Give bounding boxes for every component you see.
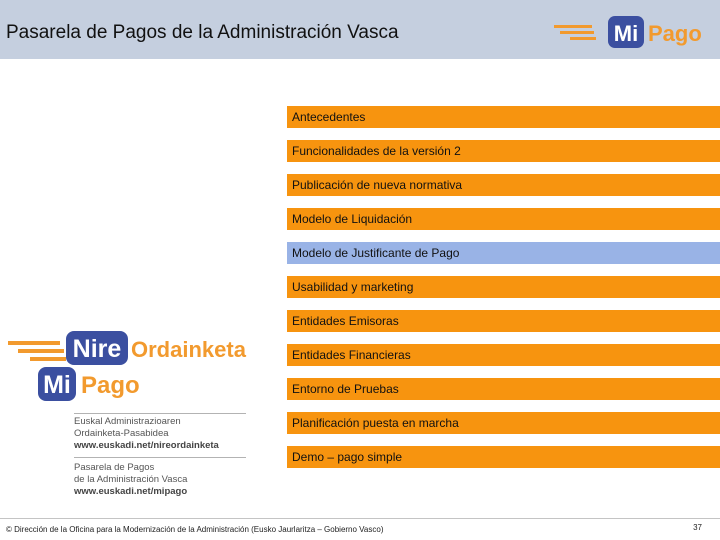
menu-item-modelo-justificante[interactable]: Modelo de Justificante de Pago [287,242,720,264]
divider [74,413,246,414]
branding-line: Euskal Administrazioaren [74,416,181,427]
menu-item-demo[interactable]: Demo – pago simple [287,446,720,468]
footer-divider [0,518,720,519]
logo-ordainketa-text: Ordainketa [131,337,246,362]
header-bar [0,0,720,59]
branding-block-spanish [74,462,284,498]
logo-stripe [554,25,592,28]
logo-stripe [30,357,66,361]
nire-ordainketa-logo [4,325,272,405]
page-number: 37 [693,523,702,532]
menu-item-entidades-financieras[interactable]: Entidades Financieras [287,344,720,366]
branding-line: Ordainketa-Pasabidea [74,428,169,439]
menu-item-publicacion-normativa[interactable]: Publicación de nueva normativa [287,174,720,196]
menu-item-entorno-pruebas[interactable]: Entorno de Pruebas [287,378,720,400]
menu-item-usabilidad[interactable]: Usabilidad y marketing [287,276,720,298]
logo-pago-text: Pago [648,21,702,46]
logo-stripe [570,37,596,40]
mipago-logo [552,12,712,52]
menu-item-modelo-liquidacion[interactable]: Modelo de Liquidación [287,208,720,230]
branding-line: de la Administración Vasca [74,474,188,485]
logo-stripe [8,341,60,345]
logo-stripe [18,349,64,353]
page-title: Pasarela de Pagos de la Administración Vasca [6,22,399,43]
menu-item-funcionalidades[interactable]: Funcionalidades de la versión 2 [287,140,720,162]
logo-nire-text: Nire [72,335,122,363]
logo-mi-text: Mi [613,21,639,46]
footer-copyright: © Dirección de la Oficina para la Modernización de la Administración (Eusko Jaurlaritza – Gobierno Vasco) [6,525,384,534]
branding-url-link[interactable]: www.euskadi.net/nireordainketa [74,440,219,451]
menu-item-planificacion[interactable]: Planificación puesta en marcha [287,412,720,434]
branding-url-link[interactable]: www.euskadi.net/mipago [74,486,188,497]
branding-block-basque [74,416,284,452]
menu-item-entidades-emisoras[interactable]: Entidades Emisoras [287,310,720,332]
divider [74,457,246,458]
logo-mi-text: Mi [43,371,71,399]
logo-pago-text: Pago [81,372,140,399]
logo-stripe [560,31,594,34]
branding-line: Pasarela de Pagos [74,462,155,473]
menu-item-antecedentes[interactable]: Antecedentes [287,106,720,128]
